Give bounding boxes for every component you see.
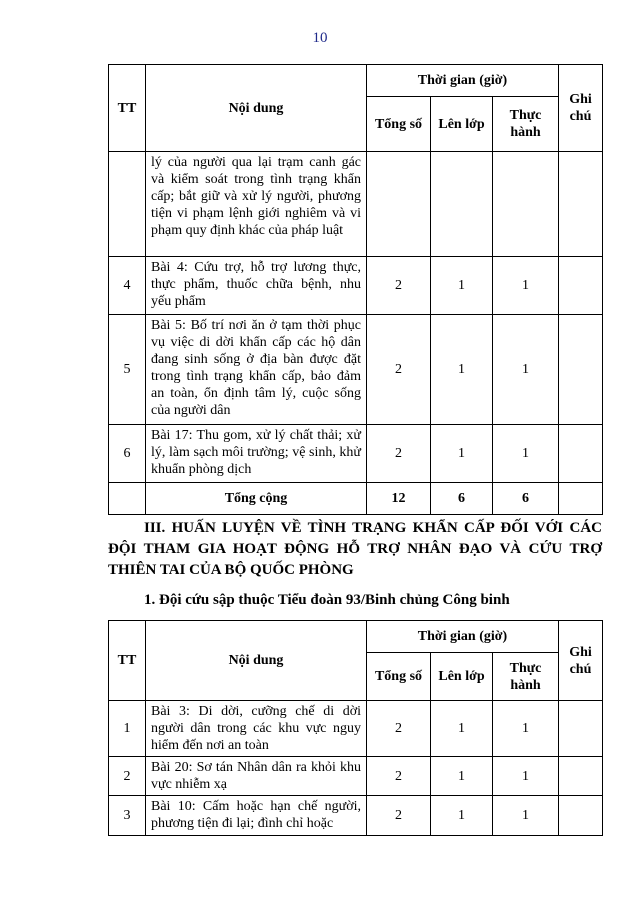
table-row [109,425,603,483]
cell-content: Bài 17: Thu gom, xử lý chất thải; xử lý, làm sạch môi trường; vệ sinh, khử khuẩn phòng dịch [146,425,367,483]
cell-class [431,152,493,257]
cell-class: 1 [431,315,493,425]
cell-tt [109,483,146,515]
cell-total [367,152,431,257]
cell-tt [109,152,146,257]
cell-practice: 1 [493,257,559,315]
cell-practice: 1 [493,315,559,425]
cell-tt: 5 [109,315,146,425]
cell-tt: 3 [109,796,146,836]
cell-total: 2 [367,701,431,757]
col-content-header: Nội dung [146,621,367,701]
cell-tt: 1 [109,701,146,757]
col-note-header: Ghi chú [559,65,603,152]
cell-content: Bài 3: Di dời, cưỡng chế di dời người dân trong các khu vực nguy hiểm đến nơi an toàn [146,701,367,757]
section-heading: III. HUẤN LUYỆN VỀ TÌNH TRẠNG KHẨN CẤP ĐỐI VỚI CÁC ĐỘI THAM GIA HOẠT ĐỘNG HỖ TRỢ NHÂN ĐẠO VÀ CỨU TRỢ THIÊN TAI CỦA BỘ QUỐC PHÒNG [108,520,602,578]
col-note-header: Ghi chú [559,621,603,701]
cell-practice [493,152,559,257]
total-practice-hours: 6 [493,483,559,515]
cell-practice: 1 [493,701,559,757]
cell-content: Bài 5: Bố trí nơi ăn ở tạm thời phục vụ việc di dời khẩn cấp các hộ dân đang sinh sống ở địa bàn được đặt trong tình trạng khẩn cấp, bảo đảm an toàn, ổn định tâm lý, cuộc sống của người dân [146,315,367,425]
cell-total: 2 [367,257,431,315]
total-class-hours: 6 [431,483,493,515]
header-row [109,65,603,97]
col-time-group-header: Thời gian (giờ) [367,621,559,653]
table-row [109,757,603,796]
cell-class: 1 [431,425,493,483]
cell-total: 2 [367,425,431,483]
table-row [109,701,603,757]
col-time-group-header: Thời gian (giờ) [367,65,559,97]
cell-note [559,315,603,425]
sub-heading: 1. Đội cứu sập thuộc Tiểu đoàn 93/Binh chủng Công binh [144,592,510,608]
cell-total: 2 [367,796,431,836]
cell-note [559,757,603,796]
col-total-header: Tổng số [367,97,431,152]
total-hours: 12 [367,483,431,515]
cell-note [559,425,603,483]
cell-tt: 6 [109,425,146,483]
total-label: Tổng cộng [146,483,367,515]
cell-content: lý của người qua lại trạm canh gác và kiểm soát trong tình trạng khẩn cấp; bắt giữ và xử lý người, phương tiện vi phạm lệnh giới nghiêm và vi phạm quy định khác của pháp luật [146,152,367,257]
table-row [109,796,603,836]
cell-class: 1 [431,757,493,796]
col-practice-header: Thực hành [493,653,559,701]
cell-practice: 1 [493,757,559,796]
col-class-header: Lên lớp [431,97,493,152]
table-row [109,315,603,425]
col-content-header: Nội dung [146,65,367,152]
cell-total: 2 [367,315,431,425]
cell-practice: 1 [493,425,559,483]
cell-class: 1 [431,701,493,757]
cell-total: 2 [367,757,431,796]
page-number: 10 [312,30,328,46]
header-row [109,621,603,653]
col-tt-header: TT [109,621,146,701]
cell-class: 1 [431,796,493,836]
training-table-2 [108,620,603,836]
cell-practice: 1 [493,796,559,836]
col-total-header: Tổng số [367,653,431,701]
cell-tt: 4 [109,257,146,315]
cell-content: Bài 4: Cứu trợ, hỗ trợ lương thực, thực phẩm, thuốc chữa bệnh, nhu yếu phẩm [146,257,367,315]
training-table-1 [108,64,603,515]
table-row [109,152,603,257]
cell-note [559,796,603,836]
col-practice-header: Thực hành [493,97,559,152]
table-row [109,257,603,315]
col-class-header: Lên lớp [431,653,493,701]
col-tt-header: TT [109,65,146,152]
total-row [109,483,603,515]
cell-note [559,257,603,315]
cell-note [559,483,603,515]
cell-note [559,152,603,257]
cell-tt: 2 [109,757,146,796]
cell-content: Bài 20: Sơ tán Nhân dân ra khỏi khu vực nhiễm xạ [146,757,367,796]
cell-content: Bài 10: Cấm hoặc hạn chế người, phương tiện đi lại; đình chỉ hoặc [146,796,367,836]
cell-note [559,701,603,757]
cell-class: 1 [431,257,493,315]
